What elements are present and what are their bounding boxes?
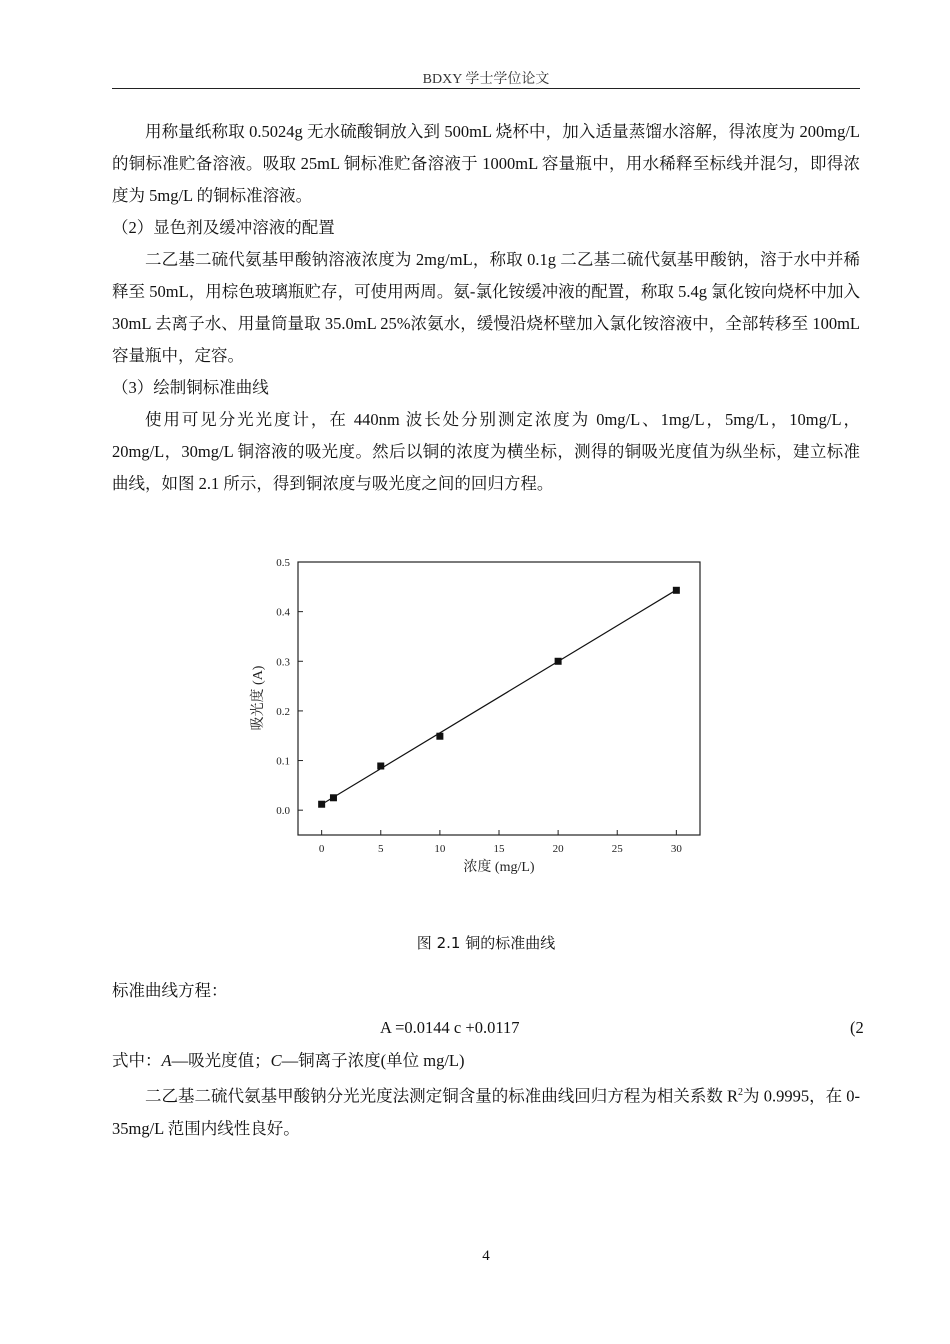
r-squared-superscript: 2 bbox=[738, 1087, 744, 1098]
equation-number: (2 bbox=[850, 1018, 864, 1037]
x-axis-label: 浓度 (mg/L) bbox=[463, 860, 535, 875]
paragraph-1: 用称量纸称取 0.5024g 无水硫酸铜放入到 500mL 烧杯中，加入适量蒸馏水溶解，得浓度为 200mg/L 的铜标准贮备溶液。吸取 25mL 铜标准贮备溶液于 1000mL 容量瓶中，用水稀释至标线并混匀，即得浓度为 5mg/L 的铜标准溶液。 bbox=[112, 122, 860, 205]
x-tick-label: 10 bbox=[434, 843, 446, 855]
data-point bbox=[555, 658, 562, 665]
where-line bbox=[112, 1045, 860, 1077]
y-tick-label: 0.5 bbox=[276, 557, 290, 569]
page-number: 4 bbox=[482, 1248, 490, 1264]
x-tick-label: 20 bbox=[552, 843, 564, 855]
x-tick-label: 0 bbox=[318, 843, 325, 855]
x-tick-label: 30 bbox=[670, 843, 682, 855]
section-heading-3: （3）绘制铜标准曲线 bbox=[112, 378, 269, 397]
y-tick-label: 0.2 bbox=[276, 705, 290, 718]
page-header: BDXY 学士学位论文 bbox=[422, 72, 550, 87]
x-tick-label: 15 bbox=[493, 843, 505, 855]
x-axis-ticks bbox=[319, 830, 682, 855]
regression-line bbox=[322, 590, 677, 804]
where-prefix: 式中： bbox=[112, 1051, 162, 1070]
header-rule bbox=[112, 88, 860, 89]
equation-label: 标准曲线方程： bbox=[112, 981, 228, 1000]
where-c-symbol: C bbox=[270, 1051, 282, 1070]
standard-curve-chart bbox=[240, 545, 720, 885]
x-tick-label: 25 bbox=[611, 843, 623, 855]
y-tick-label: 0.1 bbox=[276, 755, 290, 768]
where-c-desc: —铜离子浓度(单位 mg/L) bbox=[281, 1051, 465, 1070]
paragraph-4-text: 二乙基二硫代氨基甲酸钠分光光度法测定铜含量的标准曲线回归方程为相关系数 R bbox=[145, 1086, 739, 1106]
data-point bbox=[318, 801, 325, 808]
data-point bbox=[673, 587, 680, 594]
y-tick-label: 0.0 bbox=[276, 805, 290, 818]
paragraph-2: 二乙基二硫代氨基甲酸钠溶液浓度为 2mg/mL，称取 0.1g 二乙基二硫代氨基甲酸钠，溶于水中并稀释至 50mL，用棕色玻璃瓶贮存，可使用两周。氨-氯化铵缓冲液的配置，称取 5.4g 氯化铵向烧杯中加入 30mL 去离子水、用量筒量取 35.0mL 25%浓氨水，缓慢沿烧杯壁加入氯化铵溶液中，全部转移至 100mL 容量瓶中，定容。 bbox=[112, 250, 860, 365]
plot-frame bbox=[298, 562, 700, 835]
data-point bbox=[436, 733, 443, 740]
paragraph-4 bbox=[112, 1077, 860, 1145]
paragraph-4-text-2: 为 0.9995，在 0-35mg/L 范围内线性良好。 bbox=[112, 1086, 860, 1138]
data-point bbox=[330, 794, 337, 801]
where-a-desc: —吸光度值； bbox=[171, 1051, 271, 1070]
y-axis-label: 吸光度 (A) bbox=[251, 665, 266, 731]
x-tick-label: 5 bbox=[378, 843, 384, 855]
y-tick-label: 0.4 bbox=[276, 606, 290, 619]
data-point bbox=[377, 763, 384, 770]
section-heading-2: （2）显色剂及缓冲溶液的配置 bbox=[112, 218, 335, 237]
paragraph-3: 使用可见分光光度计，在 440nm 波长处分别测定浓度为 0mg/L、1mg/L，5mg/L，10mg/L，20mg/L，30mg/L 铜溶液的吸光度。然后以铜的浓度为横坐标，测得的铜吸光度值为纵坐标，建立标准曲线，如图 2.1 所示，得到铜浓度与吸光度之间的回归方程。 bbox=[112, 410, 860, 493]
y-axis-ticks bbox=[276, 557, 303, 817]
figure-caption: 图 2.1 铜的标准曲线 bbox=[416, 934, 556, 952]
regression-equation: A =0.0144 c +0.0117 bbox=[380, 1018, 520, 1037]
y-tick-label: 0.3 bbox=[276, 656, 290, 669]
where-a-symbol: A bbox=[161, 1051, 172, 1070]
